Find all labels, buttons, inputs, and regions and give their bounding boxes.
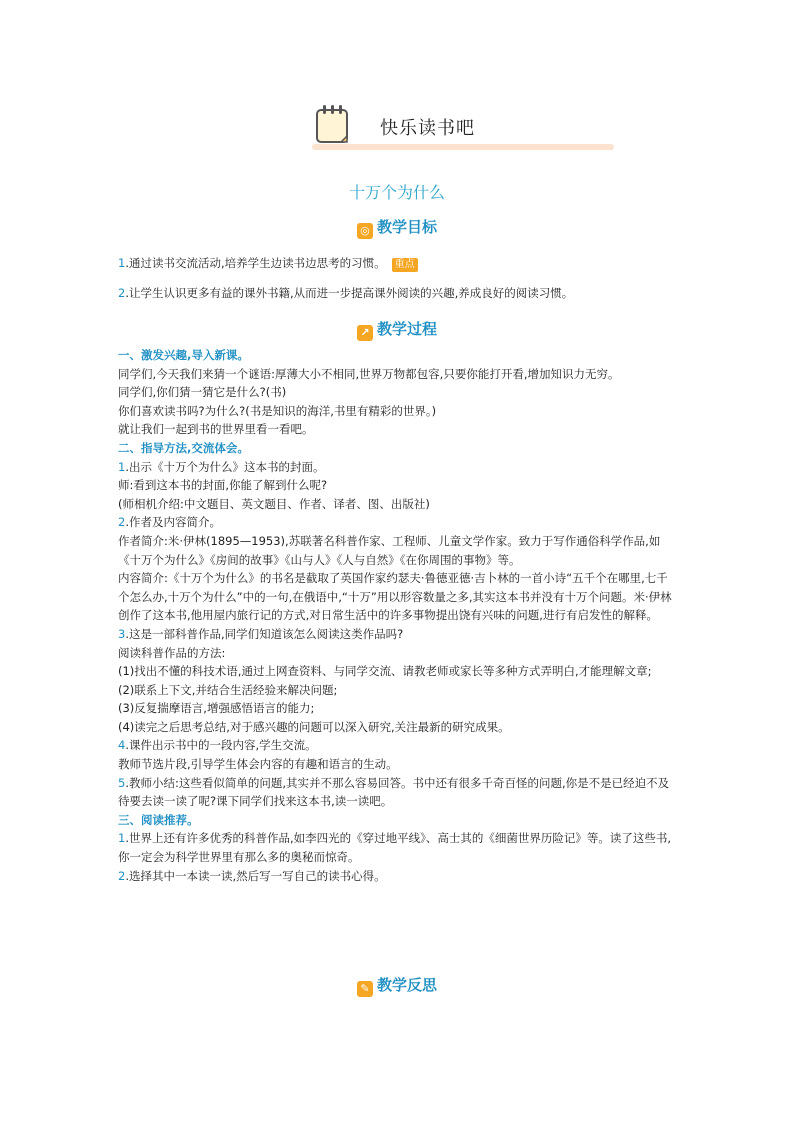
paragraph: (1)找出不懂的科技术语,通过上网查资料、与同学交流、请教老师或家长等多种方式弄明白,才能理解文章; bbox=[118, 664, 652, 679]
numbered-item: 2.作者及内容简介。 bbox=[118, 515, 221, 530]
paragraph: (师相机介绍:中文题目、英文题目、作者、译者、图、出版社) bbox=[118, 496, 430, 511]
reflection-icon: ✎ bbox=[357, 981, 373, 997]
section-heading-reflection: ✎ 教学反思 bbox=[0, 974, 794, 997]
target-icon: ◎ bbox=[357, 223, 373, 239]
page-header bbox=[312, 102, 614, 150]
subheading: 三、阅读推荐。 bbox=[118, 812, 199, 827]
numbered-item: 5.教师小结:这些看似简单的问题,其实并不那么容易回答。书中还有很多千奇百怪的问题,你是不是已经迫不及待要去读一读了呢?课下同学们找来这本书,读一读吧。 bbox=[118, 775, 670, 809]
process-content bbox=[118, 346, 678, 885]
calendar-icon bbox=[314, 102, 352, 146]
page-header-title: 快乐读书吧 bbox=[380, 118, 475, 139]
paragraph: (2)联系上下文,并结合生活经验来解决问题; bbox=[118, 682, 338, 697]
numbered-item: 3.这是一部科普作品,同学们知道该怎么阅读这类作品吗? bbox=[118, 626, 404, 641]
paragraph: 教师节选片段,引导学生体会内容的有趣和语言的生动。 bbox=[118, 757, 398, 772]
numbered-item: 1.出示《十万个为什么》这本书的封面。 bbox=[118, 459, 325, 474]
paragraph: 你们喜欢读书吗?为什么?(书是知识的海洋,书里有精彩的世界。) bbox=[118, 403, 437, 418]
paragraph: 同学们,你们猜一猜它是什么?(书) bbox=[118, 385, 287, 400]
process-icon: ↗ bbox=[357, 325, 373, 341]
goal-item: 2.让学生认识更多有益的课外书籍,从而进一步提高课外阅读的兴趣,养成良好的阅读习惯。 bbox=[118, 285, 574, 300]
paragraph: 作者简介:米·伊林(1895—1953),苏联著名科普作家、工程师、儿童文学作家。致力于写作通俗科学作品,如《十万个为什么》《房间的故事》《山与人》《人与自然》《在你周围的事物》等。 bbox=[118, 533, 661, 567]
paragraph: 内容简介:《十万个为什么》的书名是截取了英国作家约瑟夫·鲁德亚德·吉卜林的一首小诗“五千个在哪里,七千个怎么办,十万个为什么”中的一句,在俄语中,“十万”用以形容数量之多,其实这本书并没有十万个问题。米·伊林创作了这本书,他用屋内旅行记的方式,对日常生活中的许多事物提出饶有兴味的问题,进行有启发性的解释。 bbox=[118, 571, 672, 623]
header-underline bbox=[312, 144, 614, 150]
goals-list bbox=[118, 254, 678, 302]
numbered-item: 1.世界上还有许多优秀的科普作品,如李四光的《穿过地平线》、高士其的《细菌世界历险记》等。读了这些书,你一定会为科学世界里有那么多的奥秘而惊奇。 bbox=[118, 831, 672, 865]
paragraph: (4)读完之后思考总结,对于感兴趣的问题可以深入研究,关注最新的研究成果。 bbox=[118, 719, 510, 734]
paragraph: (3)反复揣摩语言,增强感悟语言的能力; bbox=[118, 701, 315, 716]
section-heading-goals: ◎ 教学目标 bbox=[0, 216, 794, 239]
subheading: 一、激发兴趣,导入新课。 bbox=[118, 348, 249, 362]
document-title: 十万个为什么 bbox=[348, 183, 445, 202]
key-point-badge: 重点 bbox=[392, 258, 418, 272]
numbered-item: 4.课件出示书中的一段内容,学生交流。 bbox=[118, 738, 317, 753]
paragraph: 阅读科普作品的方法: bbox=[118, 645, 226, 660]
goal-item: 1.通过读书交流活动,培养学生边读书边思考的习惯。 重点 bbox=[118, 254, 678, 273]
subheading: 二、指导方法,交流体会。 bbox=[118, 440, 249, 455]
paragraph: 就让我们一起到书的世界里看一看吧。 bbox=[118, 422, 314, 437]
paragraph: 同学们,今天我们来猜一个谜语:厚薄大小不相同,世界万物都包容,只要你能打开看,增加知识力无穷。 bbox=[118, 366, 620, 381]
paragraph: 师:看到这本书的封面,你能了解到什么呢? bbox=[118, 478, 328, 493]
section-heading-process: ↗ 教学过程 bbox=[0, 318, 794, 341]
numbered-item: 2.选择其中一本读一读,然后写一写自己的读书心得。 bbox=[118, 868, 386, 883]
